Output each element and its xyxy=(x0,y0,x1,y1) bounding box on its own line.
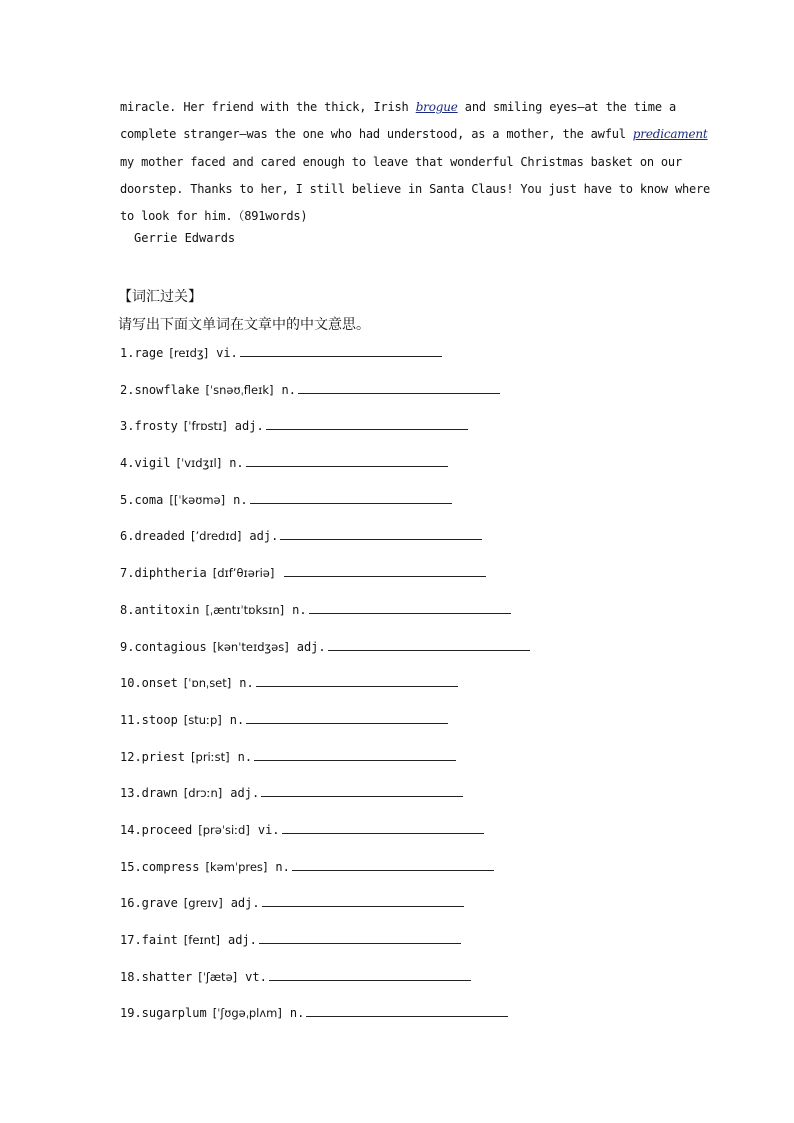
vocab-phonetic: [stuːp] xyxy=(183,712,222,727)
vocab-item xyxy=(120,417,680,454)
vocab-part-of-speech: adj. xyxy=(230,896,260,911)
answer-blank[interactable] xyxy=(280,527,482,540)
vocab-word: 8.antitoxin xyxy=(120,602,200,617)
answer-blank[interactable] xyxy=(259,931,461,944)
vocab-word: 13.drawn xyxy=(120,786,178,801)
vocab-item xyxy=(120,894,680,931)
vocab-item xyxy=(120,1004,680,1041)
vocab-item xyxy=(120,527,680,564)
keyword-predicament: predicament xyxy=(632,127,708,142)
exercise-instruction: 请写出下面文单词在文章中的中文意思。 xyxy=(118,317,370,333)
vocab-word: 3.frosty xyxy=(120,419,178,434)
answer-blank[interactable] xyxy=(250,491,452,504)
vocab-item xyxy=(120,638,680,675)
vocab-part-of-speech: n. xyxy=(229,712,245,727)
author-signature: Gerrie Edwards xyxy=(134,231,236,245)
vocab-phonetic: [ˌæntɪˈtɒksɪn] xyxy=(205,602,285,617)
answer-blank[interactable] xyxy=(254,748,456,761)
answer-blank[interactable] xyxy=(292,858,494,871)
vocab-word: 11.stoop xyxy=(120,712,178,727)
vocab-part-of-speech: n. xyxy=(275,859,290,874)
vocab-item xyxy=(120,491,680,528)
vocab-part-of-speech: n. xyxy=(289,1006,305,1021)
answer-blank[interactable] xyxy=(284,564,486,577)
keyword-brogue: brogue xyxy=(415,100,458,114)
vocab-part-of-speech: n. xyxy=(237,749,253,764)
story-passage xyxy=(120,94,711,230)
vocab-part-of-speech: n. xyxy=(281,382,296,397)
answer-blank[interactable] xyxy=(269,968,471,981)
vocab-phonetic: [reɪdʒ] xyxy=(169,346,209,360)
answer-blank[interactable] xyxy=(246,454,448,467)
vocab-item xyxy=(120,381,680,418)
vocab-item xyxy=(120,968,680,1005)
vocab-phonetic: [ˈfrɒstɪ] xyxy=(183,419,227,434)
vocab-part-of-speech: vi. xyxy=(216,346,238,360)
vocab-phonetic: [kənˈteɪdʒəs] xyxy=(212,639,289,654)
vocab-word: 2.snowflake xyxy=(120,382,200,397)
vocabulary-list xyxy=(120,344,680,1041)
vocab-phonetic: [dɪf’θɪəriə] xyxy=(212,566,275,581)
vocab-phonetic: [’dredɪd] xyxy=(191,529,242,544)
vocab-part-of-speech: vt. xyxy=(245,969,267,984)
vocab-part-of-speech: adj. xyxy=(249,529,279,544)
passage-line-5: to look for him.（891words) xyxy=(120,209,308,224)
vocab-word: 1.rage xyxy=(120,346,164,360)
vocab-part-of-speech: n. xyxy=(229,456,244,471)
vocab-phonetic: [prəˈsiːd] xyxy=(198,822,250,837)
answer-blank[interactable] xyxy=(309,601,511,614)
vocab-item xyxy=(120,601,680,638)
vocab-item xyxy=(120,454,680,491)
vocab-word: 19.sugarplum xyxy=(120,1006,207,1021)
vocab-phonetic: [ˈvɪdʒɪl] xyxy=(176,456,222,471)
answer-blank[interactable] xyxy=(246,711,448,724)
vocab-item xyxy=(120,784,680,821)
vocab-item xyxy=(120,931,680,968)
vocab-phonetic: [ˈɒnˌset] xyxy=(183,676,232,691)
vocab-word: 4.vigil xyxy=(120,456,171,471)
vocab-part-of-speech: adj. xyxy=(227,933,257,947)
vocab-word: 12.priest xyxy=(120,749,186,764)
vocab-item xyxy=(120,858,680,895)
vocab-word: 15.compress xyxy=(120,859,200,874)
answer-blank[interactable] xyxy=(266,417,468,430)
vocab-word: 14.proceed xyxy=(120,822,193,837)
passage-line-1: miracle. Her friend with the thick, Irish brogue and smiling eyes—at the time a xyxy=(120,100,676,114)
vocab-part-of-speech: n. xyxy=(233,492,248,507)
vocab-phonetic: [greɪv] xyxy=(183,896,223,911)
vocab-phonetic: [kəmˈpres] xyxy=(205,859,268,874)
vocab-phonetic: [[ˈkəʊmə] xyxy=(169,492,226,507)
answer-blank[interactable] xyxy=(328,638,530,651)
vocab-part-of-speech: vi. xyxy=(257,822,280,837)
vocab-item xyxy=(120,711,680,748)
vocab-phonetic: [priːst] xyxy=(191,749,230,764)
answer-blank[interactable] xyxy=(256,674,458,687)
vocab-phonetic: [feɪnt] xyxy=(183,933,220,947)
vocab-phonetic: [ˈsnəʊˌfleɪk] xyxy=(205,382,274,397)
vocab-word: 5.coma xyxy=(120,492,164,507)
answer-blank[interactable] xyxy=(261,784,463,797)
vocab-item xyxy=(120,821,680,858)
vocab-part-of-speech: n. xyxy=(292,602,307,617)
answer-blank[interactable] xyxy=(240,344,442,357)
vocab-phonetic: [ˈʃætə] xyxy=(198,969,238,984)
passage-line-2: complete stranger—was the one who had understood, as a mother, the awful predicament xyxy=(120,127,708,142)
vocab-item xyxy=(120,674,680,711)
answer-blank[interactable] xyxy=(262,894,464,907)
vocab-word: 18.shatter xyxy=(120,969,193,984)
vocab-part-of-speech: adj. xyxy=(296,639,326,654)
vocab-word: 9.contagious xyxy=(120,639,207,654)
answer-blank[interactable] xyxy=(282,821,484,834)
vocab-phonetic: [drɔːn] xyxy=(183,786,223,801)
vocab-word: 7.diphtheria xyxy=(120,566,207,581)
vocab-word: 16.grave xyxy=(120,896,178,911)
answer-blank[interactable] xyxy=(298,381,500,394)
vocab-word: 10.onset xyxy=(120,676,178,691)
vocab-word: 6.dreaded xyxy=(120,529,186,544)
vocab-part-of-speech: adj. xyxy=(230,786,260,801)
vocab-item xyxy=(120,748,680,785)
vocab-phonetic: [ˈʃʊgəˌplʌm] xyxy=(212,1006,282,1021)
vocab-item xyxy=(120,564,680,601)
passage-line-3: my mother faced and cared enough to leave that wonderful Christmas basket on our xyxy=(120,154,682,169)
vocab-part-of-speech: n. xyxy=(239,676,254,691)
answer-blank[interactable] xyxy=(306,1004,508,1017)
vocab-item xyxy=(120,344,680,381)
section-heading: 【词汇过关】 xyxy=(118,289,202,305)
vocab-word: 17.faint xyxy=(120,933,178,947)
passage-line-4: doorstep. Thanks to her, I still believe in Santa Claus! You just have to know where xyxy=(120,181,711,196)
vocab-part-of-speech: adj. xyxy=(234,419,264,434)
